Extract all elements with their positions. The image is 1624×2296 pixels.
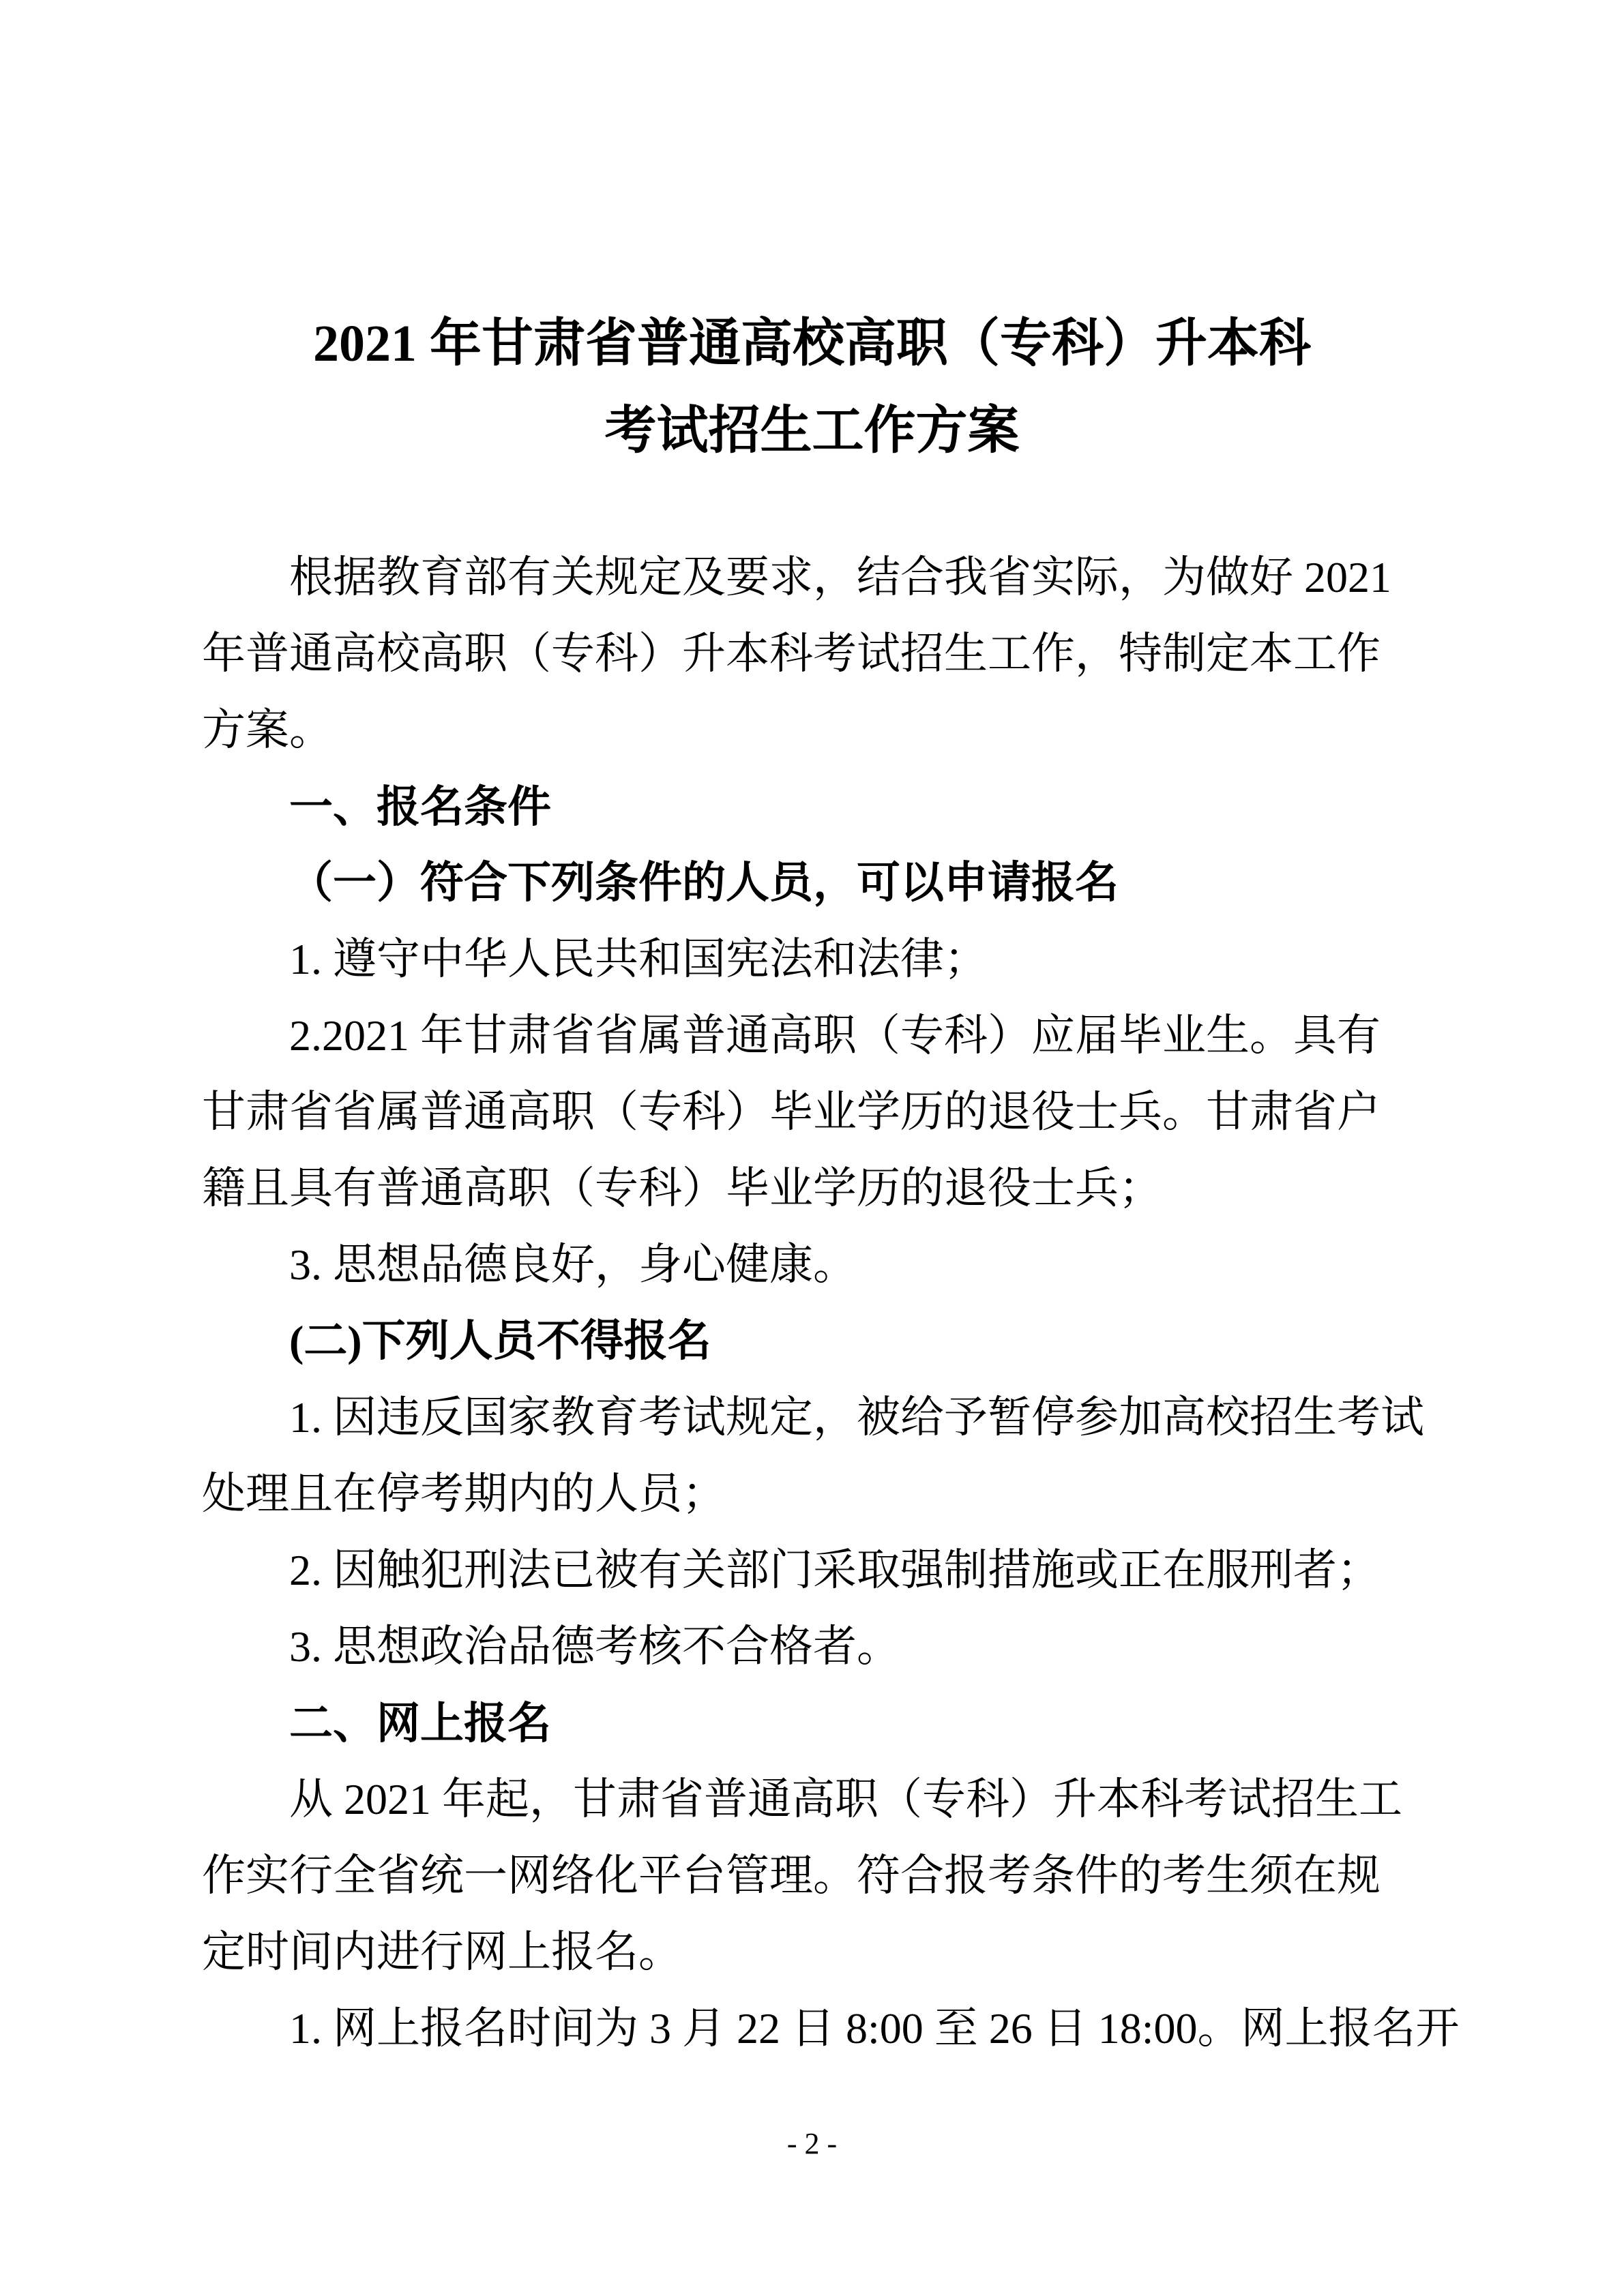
text-line: (二)下列人员不得报名 xyxy=(289,1317,711,1365)
text-line: （一）符合下列条件的人员，可以申请报名 xyxy=(289,859,1119,907)
page-number: - 2 - xyxy=(786,2127,838,2160)
text-line: 定时间内进行网上报名。 xyxy=(202,1928,682,1976)
text-line: 作实行全省统一网络化平台管理。符合报考条件的考生须在规 xyxy=(202,1851,1381,1900)
text-line: 方案。 xyxy=(202,706,333,754)
document-body xyxy=(202,539,1460,2067)
text-line: 1. 网上报名时间为 3 月 22 日 8:00 至 26 日 18:00。网上报名开 xyxy=(289,2004,1460,2053)
text-line: 年普通高校高职（专科）升本科考试招生工作，特制定本工作 xyxy=(202,629,1381,678)
title-line-2: 考试招生工作方案 xyxy=(604,402,1020,460)
text-line: 2. 因触犯刑法已被有关部门采取强制措施或正在服刑者； xyxy=(289,1546,1381,1594)
text-line: 甘肃省省属普通高职（专科）毕业学历的退役士兵。甘肃省户 xyxy=(202,1088,1381,1136)
document-title xyxy=(202,300,1422,475)
text-line: 2.2021 年甘肃省省属普通高职（专科）应届毕业生。具有 xyxy=(289,1011,1381,1060)
document-content xyxy=(202,300,1460,2067)
text-line: 从 2021 年起，甘肃省普通高职（专科）升本科考试招生工 xyxy=(289,1775,1402,1823)
text-line: 根据教育部有关规定及要求，结合我省实际，为做好 2021 xyxy=(289,553,1391,601)
text-line: 1. 因违反国家教育考试规定，被给予暂停参加高校招生考试 xyxy=(289,1393,1424,1442)
text-line: 籍且具有普通高职（专科）毕业学历的退役士兵； xyxy=(202,1164,1162,1212)
text-line: 处理且在停考期内的人员； xyxy=(202,1470,726,1518)
text-line: 3. 思想品德良好，身心健康。 xyxy=(289,1240,857,1289)
text-line: 二、网上报名 xyxy=(289,1699,551,1748)
text-line: 1. 遵守中华人民共和国宪法和法律； xyxy=(289,935,988,983)
text-line: 3. 思想政治品德考核不合格者。 xyxy=(289,1622,900,1671)
text-line: 一、报名条件 xyxy=(289,782,551,831)
title-line-1: 2021 年甘肃省普通高校高职（专科）升本科 xyxy=(313,315,1311,372)
